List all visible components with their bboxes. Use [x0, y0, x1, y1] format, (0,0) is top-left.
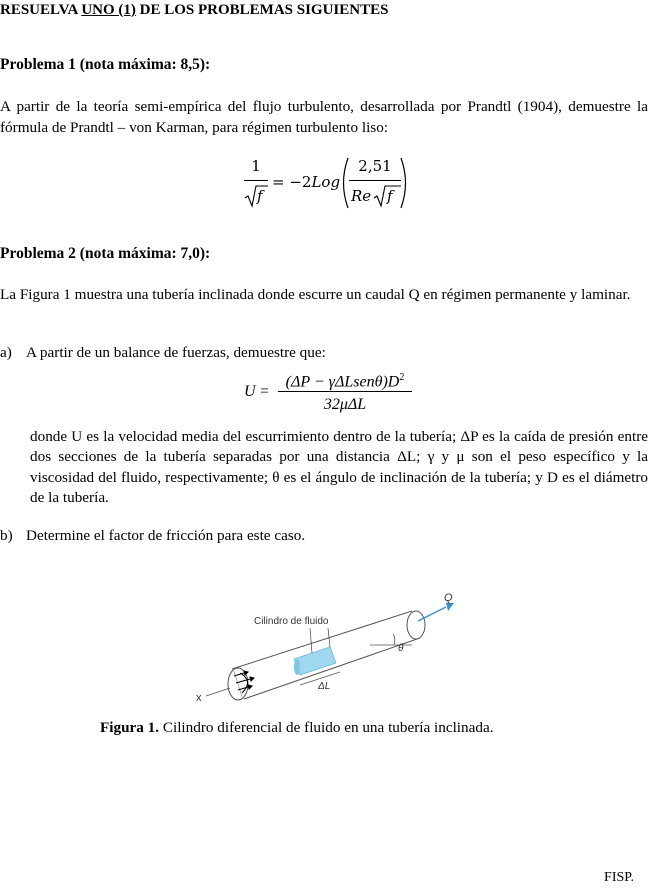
eq1-equals-text: = −2: [272, 173, 312, 191]
variable-definitions: donde U es la velocidad media del escurrimiento dentro de la tubería; ΔP es la caída de presión entre dos secciones de la tubería separadas por una distancia ΔL; γ y μ son el peso específico y la viscosidad del fluido, respectivamente; θ es el ángulo de inclinación de la tubería; y D es el diámetro de la tubería.: [30, 428, 648, 506]
angle-label-theta: θ: [398, 643, 404, 654]
eq1-lhs-numerator: 1: [251, 157, 261, 175]
figure-caption: [100, 718, 494, 738]
item-a-text: A partir de un balance de fuerzas, demuestre que:: [26, 344, 326, 361]
velocity-equation: [244, 368, 414, 416]
eq2-bar: [278, 391, 412, 392]
caption-label: Figura 1.: [100, 719, 160, 736]
eq1-rhs-fraction: [349, 156, 401, 210]
right-paren-icon: [399, 156, 411, 210]
inclined-pipe-figure: [190, 585, 470, 710]
eq2-fraction: [278, 368, 412, 414]
eq2-equals: =: [260, 383, 270, 400]
eq1-rhs-f: f: [387, 187, 393, 205]
eq1-equals: [272, 172, 340, 192]
x-axis-label: x: [196, 692, 202, 704]
eq1-rhs-numerator: 2,51: [358, 157, 392, 175]
eq2-exponent: 2: [399, 372, 405, 383]
title-suffix: DE LOS PROBLEMAS SIGUIENTES: [135, 2, 389, 18]
eq1-rhs-bar: [349, 180, 401, 181]
item-b-label: b): [0, 527, 13, 544]
item-b-text: Determine el factor de fricción para este caso.: [26, 527, 306, 544]
caption-text: Cilindro diferencial de fluido en una tubería inclinada.: [159, 719, 494, 736]
title-underlined: UNO (1): [81, 2, 136, 18]
prandtl-karman-equation: [244, 156, 414, 210]
sqrt-icon: [244, 184, 268, 208]
flow-arrow-head: [446, 603, 454, 611]
eq2-numerator: [278, 368, 412, 392]
cylinder-label: Cilindro de fluido: [254, 616, 329, 627]
footer-initials: FISP.: [604, 870, 634, 885]
problem2-heading: Problema 2 (nota máxima: 7,0):: [0, 245, 211, 262]
cylinder-label-leader: [310, 628, 312, 653]
eq1-lhs-denominator: f: [257, 187, 263, 205]
angle-arc: [393, 634, 395, 645]
page-title: [0, 0, 388, 20]
problem1-text: A partir de la teoría semi-empírica del flujo turbulento, desarrollada por Prandtl (1904), demuestre la fórmula de Prandtl – von Karman, para régimen turbulento liso:: [0, 98, 648, 136]
eq1-lhs-fraction: [244, 156, 268, 210]
item-a-label: a): [0, 344, 12, 361]
eq2-numerator-text: (ΔP − γΔLsenθ)D: [285, 373, 400, 391]
problem2-text: La Figura 1 muestra una tubería inclinada donde escurre un caudal Q en régimen permanente y laminar.: [0, 286, 631, 303]
fluid-cylinder: [294, 647, 336, 675]
problem1-heading: Problema 1 (nota máxima: 8,5):: [0, 56, 211, 73]
eq1-lhs-bar: [244, 180, 268, 181]
eq1-rhs-re: Re: [351, 187, 372, 205]
eq1-log: Log: [311, 173, 341, 191]
dl-label: ΔL: [318, 681, 331, 692]
eq2-lhs: U: [244, 383, 256, 400]
eq2-denominator: 32μΔL: [323, 396, 367, 413]
x-axis-line: [206, 688, 230, 696]
flow-label-q: Q: [444, 592, 453, 604]
title-prefix: RESUELVA: [0, 2, 82, 18]
